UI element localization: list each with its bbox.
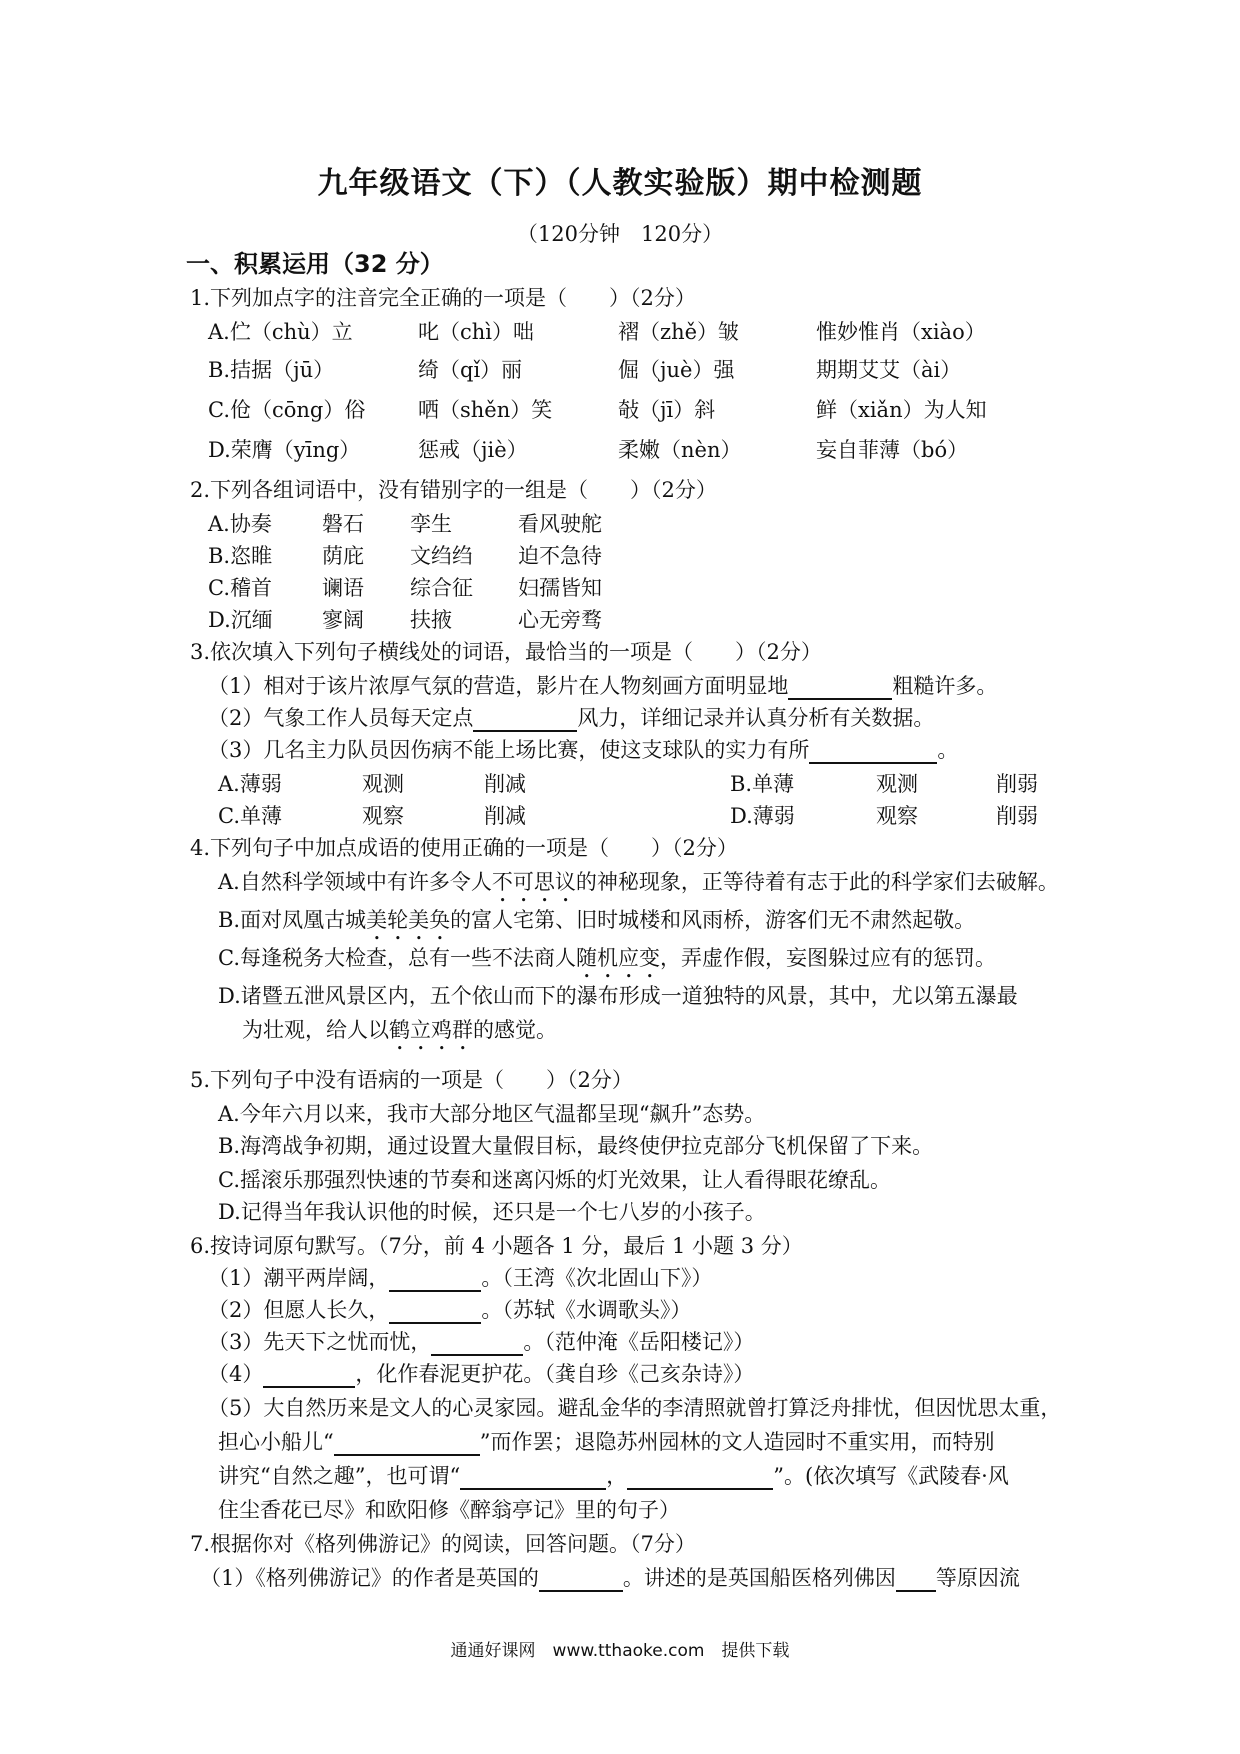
q2-c-2: 谰语 <box>322 576 364 600</box>
q4-option-a <box>218 868 1059 907</box>
q6-item-5-line4: 住尘香花已尽》和欧阳修《醉翁亭记》里的句子） <box>218 1498 680 1522</box>
q3-d-2: 观察 <box>876 804 918 828</box>
q3-s2-blank <box>473 708 577 732</box>
q4-c-idiom: 随机应变 <box>576 946 660 970</box>
q3-b-2: 观测 <box>876 772 918 796</box>
q1-a-1: A.伫（chù）立 <box>208 320 353 344</box>
q6-s5-text-b: ”而作罢；退隐苏州园林的文人造园时不重实用，而特别 <box>479 1430 995 1454</box>
q5-option-b: B.海湾战争初期，通过设置大量假目标，最终使伊拉克部分飞机保留了下来。 <box>218 1134 934 1158</box>
q1-b-1: B.拮据（jū） <box>208 358 335 382</box>
q3-s3-text-b: 。 <box>937 738 959 762</box>
q5-stem: 5.下列句子中没有语病的一项是（ ）（2分） <box>190 1068 633 1092</box>
q4-d-text-1: 为壮观，给人以 <box>242 1018 389 1042</box>
q7-stem: 7.根据你对《格列佛游记》的阅读，回答问题。（7分） <box>190 1532 696 1556</box>
q3-c-1: C.单薄 <box>218 804 282 828</box>
q1-d-4: 妄自菲薄（bó） <box>816 438 969 462</box>
q6-item-4 <box>208 1360 754 1388</box>
q1-d-1: D.荣膺（yīng） <box>208 438 361 462</box>
q7-item-1 <box>200 1564 1020 1592</box>
q4-d-text-2: 的感觉。 <box>473 1018 557 1042</box>
q3-s2-text-b: 风力，详细记录并认真分析有关数据。 <box>577 706 935 730</box>
q4-option-d-line1: D.诸暨五泄风景区内，五个依山而下的瀑布形成一道独特的风景，其中，尤以第五瀑最 <box>218 984 1018 1008</box>
q6-s1-text-b: 。（王湾《次北固山下》） <box>481 1266 713 1290</box>
q6-s3-text-a: （3）先天下之忧而忧， <box>208 1330 432 1354</box>
q6-s4-blank <box>263 1364 355 1388</box>
q4-b-idiom: 美轮美奂 <box>366 908 451 932</box>
q4-c-text-1: C.每逢税务大检查，总有一些不法商人 <box>218 946 576 970</box>
q4-option-d-line2 <box>242 1016 557 1055</box>
q6-item-5-line2 <box>218 1428 994 1456</box>
q2-d-3: 扶掖 <box>410 608 452 632</box>
page-footer: 通通好课网 www.tthaoke.com 提供下载 <box>450 1641 790 1661</box>
q3-b-3: 削弱 <box>996 772 1038 796</box>
q6-s4-text-b: ，化作春泥更护花。（龚自珍《己亥杂诗》） <box>355 1362 755 1386</box>
q6-s5-blank-3 <box>627 1466 773 1490</box>
q4-option-b <box>218 906 975 945</box>
q3-sentence-2 <box>208 704 934 732</box>
q4-b-text-1: B.面对凤凰古城 <box>218 908 367 932</box>
q3-a-3: 削减 <box>484 772 526 796</box>
q2-b-3: 文绉绉 <box>410 544 473 568</box>
q1-a-4: 惟妙惟肖（xiào） <box>816 320 986 344</box>
q7-s1-blank-1 <box>539 1568 623 1592</box>
q3-s2-text-a: （2）气象工作人员每天定点 <box>208 706 474 730</box>
q5-option-a: A.今年六月以来，我市大部分地区气温都呈现“飙升”态势。 <box>218 1102 766 1126</box>
q1-d-2: 惩戒（jiè） <box>418 438 528 462</box>
q6-item-5-line1: （5）大自然历来是文人的心灵家园。避乱金华的李清照就曾打算泛舟排忧，但因忧思太重， <box>208 1396 1062 1420</box>
q2-d-4: 心无旁骛 <box>518 608 602 632</box>
q3-s3-text-a: （3）几名主力队员因伤病不能上场比赛，使这支球队的实力有所 <box>208 738 810 762</box>
q2-c-3: 综合征 <box>410 576 473 600</box>
q3-sentence-3 <box>208 736 958 764</box>
q2-b-1: B.恣睢 <box>208 544 273 568</box>
q4-stem: 4.下列句子中加点成语的使用正确的一项是（ ）（2分） <box>190 836 738 860</box>
q6-s4-text-a: （4） <box>208 1362 264 1386</box>
q3-d-3: 削弱 <box>996 804 1038 828</box>
q4-a-idiom: 不可思议 <box>491 870 576 894</box>
q4-c-text-2: ，弄虚作假，妄图躲过应有的惩罚。 <box>660 946 996 970</box>
q2-b-2: 荫庇 <box>322 544 364 568</box>
q1-stem: 1.下列加点字的注音完全正确的一项是（ ）（2分） <box>190 286 696 310</box>
q6-s5-text-e: ”。(依次填写《武陵春·风 <box>773 1464 1009 1488</box>
q1-a-2: 叱（chì）咄 <box>418 320 535 344</box>
q1-b-4: 期期艾艾（ài） <box>816 358 962 382</box>
q2-c-1: C.稽首 <box>208 576 272 600</box>
q5-option-c: C.摇滚乐那强烈快速的节奏和迷离闪烁的灯光效果，让人看得眼花缭乱。 <box>218 1168 891 1192</box>
q7-s1-blank-2 <box>896 1568 936 1592</box>
page-title: 九年级语文（下）（人教实验版）期中检测题 <box>317 166 923 201</box>
q3-c-2: 观察 <box>362 804 404 828</box>
q3-sentence-1 <box>208 672 997 700</box>
q6-s5-blank-2 <box>460 1466 606 1490</box>
q1-c-1: C.伧（cōng）俗 <box>208 398 366 422</box>
q3-a-2: 观测 <box>362 772 404 796</box>
q4-a-text-1: A.自然科学领域中有许多令人 <box>218 870 492 894</box>
q6-s5-text-c: 讲究“自然之趣”，也可谓“ <box>218 1464 461 1488</box>
q1-d-3: 柔嫩（nèn） <box>618 438 742 462</box>
q6-s5-blank-1 <box>334 1432 480 1456</box>
q6-item-1 <box>208 1264 712 1292</box>
q3-s1-blank <box>788 676 892 700</box>
q3-s1-text-b: 粗糙许多。 <box>892 674 998 698</box>
q6-s2-text-a: （2）但愿人长久， <box>208 1298 390 1322</box>
q6-s5-text-a: 担心小船儿“ <box>218 1430 334 1454</box>
q4-a-text-2: 的神秘现象，正等待着有志于此的科学家们去破解。 <box>575 870 1059 894</box>
q2-stem: 2.下列各组词语中，没有错别字的一组是（ ）（2分） <box>190 478 717 502</box>
q3-s3-blank <box>809 740 937 764</box>
q7-s1-text-a: （1）《格列佛游记》的作者是英国的 <box>200 1566 539 1590</box>
q4-d-idiom: 鹤立鸡群 <box>389 1018 473 1042</box>
q1-c-4: 鲜（xiǎn）为人知 <box>816 398 987 422</box>
q6-item-3 <box>208 1328 754 1356</box>
q6-s1-blank <box>389 1268 481 1292</box>
q5-option-d: D.记得当年我认识他的时候，还只是一个七八岁的小孩子。 <box>218 1200 766 1224</box>
page-subtitle: （120分钟 120分） <box>516 222 724 246</box>
q2-c-4: 妇孺皆知 <box>518 576 602 600</box>
q3-c-3: 削减 <box>484 804 526 828</box>
q4-option-c <box>218 944 996 983</box>
q6-s5-text-d: ， <box>606 1464 628 1488</box>
q6-s2-blank <box>389 1300 481 1324</box>
q6-stem: 6.按诗词原句默写。（7分，前 4 小题各 1 分，最后 1 小题 3 分） <box>190 1234 803 1258</box>
q3-b-1: B.单薄 <box>730 772 795 796</box>
q2-d-2: 寥阔 <box>322 608 364 632</box>
q2-d-1: D.沉缅 <box>208 608 273 632</box>
q7-s1-text-b: 。讲述的是英国船医格列佛因 <box>622 1566 896 1590</box>
q6-item-2 <box>208 1296 691 1324</box>
q3-s1-text-a: （1）相对于该片浓厚气氛的营造，影片在人物刻画方面明显地 <box>208 674 789 698</box>
q6-s3-blank <box>431 1332 523 1356</box>
q1-a-3: 褶（zhě）皱 <box>618 320 740 344</box>
q2-a-1: A.协奏 <box>208 512 272 536</box>
q4-b-text-2: 的富人宅第、旧时城楼和风雨桥，游客们无不肃然起敬。 <box>450 908 976 932</box>
q3-stem: 3.依次填入下列句子横线处的词语，最恰当的一项是（ ）（2分） <box>190 640 822 664</box>
q6-s3-text-b: 。（范仲淹《岳阳楼记》） <box>523 1330 755 1354</box>
q3-a-1: A.薄弱 <box>218 772 282 796</box>
q1-c-2: 哂（shěn）笑 <box>418 398 553 422</box>
q2-a-3: 孪生 <box>410 512 452 536</box>
q7-s1-text-c: 等原因流 <box>935 1566 1020 1590</box>
q3-d-1: D.薄弱 <box>730 804 795 828</box>
q2-b-4: 迫不急待 <box>518 544 602 568</box>
q2-a-4: 看风驶舵 <box>518 512 602 536</box>
q6-item-5-line3 <box>218 1462 1009 1490</box>
q1-b-3: 倔（juè）强 <box>618 358 735 382</box>
q2-a-2: 磐石 <box>322 512 364 536</box>
section-heading: 一、积累运用（32 分） <box>186 250 444 278</box>
q1-b-2: 绮（qǐ）丽 <box>418 358 523 382</box>
q1-c-3: 敧（jī）斜 <box>618 398 716 422</box>
q6-s2-text-b: 。（苏轼《水调歌头》） <box>481 1298 692 1322</box>
q6-s1-text-a: （1）潮平两岸阔， <box>208 1266 390 1290</box>
